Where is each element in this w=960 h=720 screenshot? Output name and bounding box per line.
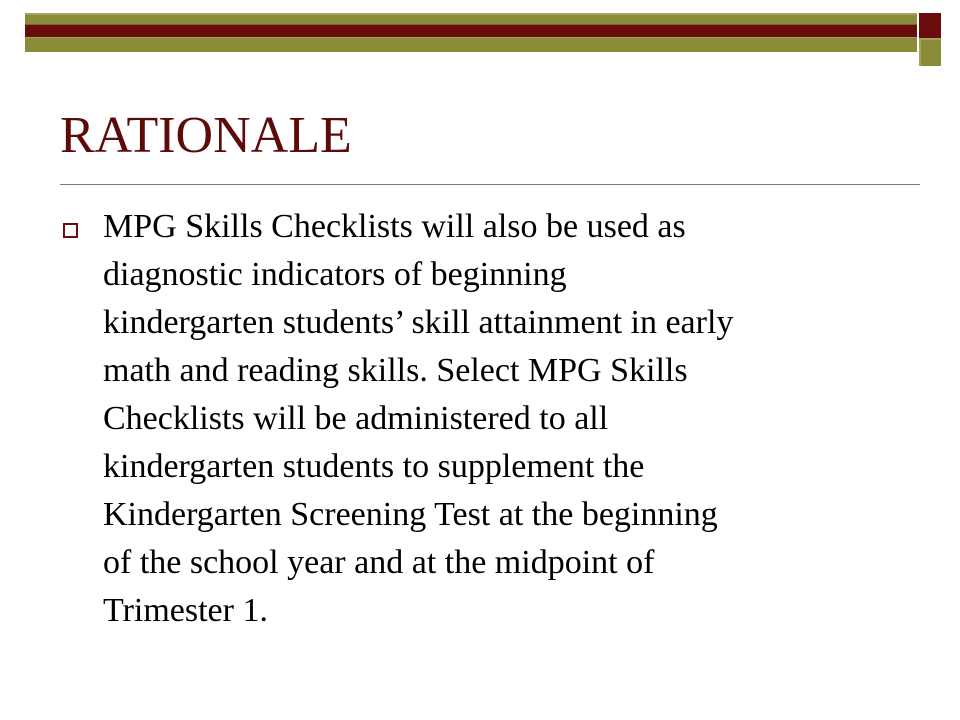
header-corner-block [919, 13, 941, 66]
corner-block-olive [919, 38, 941, 66]
title-divider [60, 184, 920, 185]
header-band-olive-bottom [25, 37, 917, 52]
square-bullet-icon [63, 223, 78, 238]
corner-block-maroon [919, 13, 941, 38]
slide-title: RATIONALE [60, 107, 352, 164]
header-band-maroon [25, 25, 917, 37]
bullet-text: MPG Skills Checklists will also be used as diagnostic indicators of beginning kindergarten students’ skill attainment in early math and reading skills. Select MPG Skills Checklists will be administered to all kindergarten students to supplement the Kindergarten Screening Test at the beginning of the school year and at the midpoint of Trimester 1. [103, 208, 734, 629]
header-band-olive-top [25, 13, 917, 25]
header-decoration-band [25, 13, 917, 52]
